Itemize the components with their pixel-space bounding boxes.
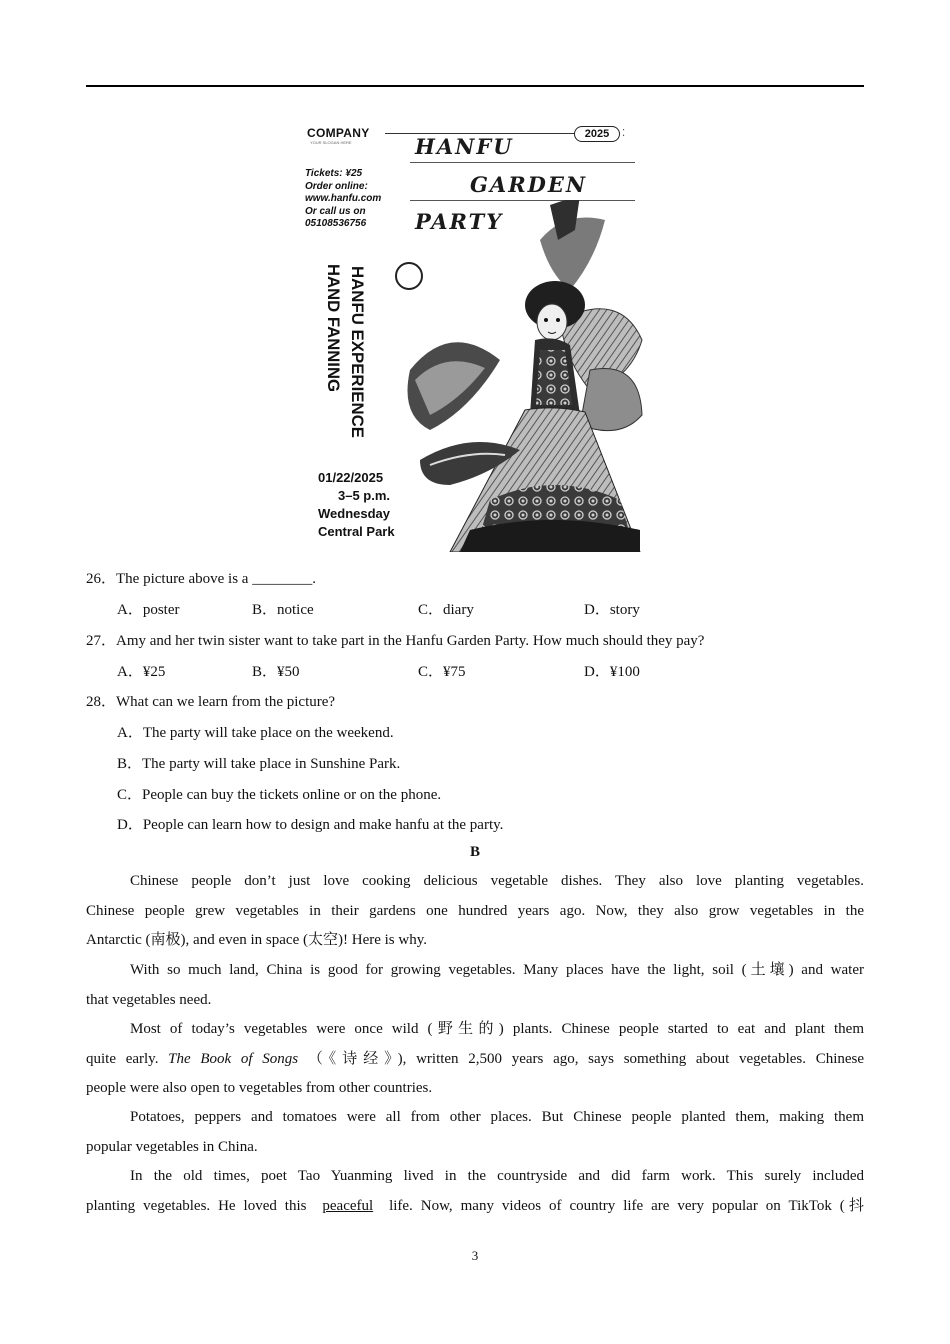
passage-line: Most of today’s vegetables were once wild (野生的) plants. Chinese people started to eat and plant them — [130, 1021, 864, 1037]
passage-line — [86, 1192, 864, 1222]
passage-line — [86, 1045, 864, 1075]
q27-option-b: B．¥50 — [252, 664, 300, 680]
poster-weekday: Wednesday — [318, 506, 391, 521]
passage-paragraph-5 — [86, 1162, 864, 1221]
header-rule — [86, 85, 864, 87]
passage-line: people were also open to vegetables from other countries. — [86, 1080, 433, 1097]
poster-rule-1 — [410, 162, 635, 163]
book-title: The Book of Songs — [168, 1050, 299, 1067]
q26-option-c: C．diary — [418, 602, 474, 618]
q27-option-c: C．¥75 — [418, 664, 466, 680]
poster-title-hanfu: HANFU — [415, 134, 514, 159]
passage-line: In the old times, poet Tao Yuanming lived in the countryside and did farm work. This surely included — [130, 1168, 864, 1184]
question-28: 28．What can we learn from the picture? — [86, 694, 336, 710]
passage-text: quite early. — [86, 1050, 159, 1067]
poster-slogan: YOUR SLOGAN HERE — [310, 140, 352, 145]
passage-line: Antarctic (南极), and even in space (太空)! Here is why. — [86, 932, 427, 949]
q26-option-b: B．notice — [252, 602, 314, 618]
poster-dots: ⁚ — [622, 128, 626, 139]
q26-option-a: A．poster — [117, 602, 180, 618]
passage-text: （《诗经》), written 2,500 years ago, says something about vegetables. Chinese — [307, 1050, 865, 1067]
passage-text: life. Now, many videos of country life are very popular on TikTok (抖 — [389, 1197, 864, 1214]
poster-call: Or call us on — [305, 205, 366, 217]
q27-option-d: D．¥100 — [584, 664, 640, 680]
section-heading-b: B — [469, 844, 480, 860]
question-26: 26．The picture above is a ________. — [86, 571, 316, 587]
passage-line: popular vegetables in China. — [86, 1138, 258, 1155]
q28-option-b: B．The party will take place in Sunshine Park. — [117, 756, 401, 772]
poster-seal-icon — [395, 262, 423, 290]
passage-line: Chinese people don’t just love cooking delicious vegetable dishes. They also love planting vegetables. — [130, 873, 864, 889]
passage-paragraph-2 — [86, 956, 864, 1015]
poster-tickets: Tickets: ¥25 — [305, 168, 363, 179]
poster-company: COMPANY — [307, 126, 370, 140]
poster-place: Central Park — [318, 524, 395, 539]
dancer-illustration — [390, 200, 645, 552]
passage-paragraph-4 — [86, 1103, 864, 1162]
poster-title-party: PARTY — [415, 209, 504, 234]
q26-option-d: D．story — [584, 602, 640, 618]
q28-option-a: A．The party will take place on the weekend. — [117, 725, 394, 741]
question-27: 27．Amy and her twin sister want to take part in the Hanfu Garden Party. How much should they pay? — [86, 633, 705, 649]
poster-activity-hand-fanning: HAND FANNING — [324, 264, 343, 395]
poster-time: 3–5 p.m. — [338, 488, 391, 503]
underlined-word: peaceful — [322, 1197, 374, 1214]
poster-phone: 05108536756 — [305, 218, 367, 229]
passage-line: Chinese people grew vegetables in their gardens one hundred years ago. Now, they also grow vegetables in the — [86, 902, 864, 919]
page-number: 3 — [471, 1248, 479, 1263]
poster-order-online: Order online: — [305, 180, 368, 192]
passage-paragraph-1 — [86, 867, 864, 956]
poster-activities-vertical — [320, 262, 376, 442]
q27-option-a: A．¥25 — [117, 664, 166, 680]
hanfu-poster — [300, 120, 645, 552]
poster-date: 01/22/2025 — [318, 470, 384, 485]
poster-event-details — [318, 469, 395, 541]
q28-option-c: C．People can buy the tickets online or on the phone. — [117, 787, 442, 803]
poster-year-badge: 2025 — [574, 126, 620, 142]
passage-paragraph-3 — [86, 1015, 864, 1104]
q28-option-d: D．People can learn how to design and make hanfu at the party. — [117, 817, 504, 833]
passage-text: planting vegetables. He loved this — [86, 1197, 307, 1214]
passage-line: Potatoes, peppers and tomatoes were all from other places. But Chinese people planted them, making them — [130, 1109, 864, 1125]
poster-activity-hanfu-experience: HANFU EXPERIENCE — [348, 266, 367, 440]
poster-activities — [320, 262, 376, 442]
passage-line: With so much land, China is good for growing vegetables. Many places have the light, soil (土壤) and water — [130, 962, 864, 978]
poster-title-garden: GARDEN — [470, 172, 588, 197]
poster-website: www.hanfu.com — [305, 193, 382, 204]
passage-line: that vegetables need. — [86, 991, 212, 1008]
